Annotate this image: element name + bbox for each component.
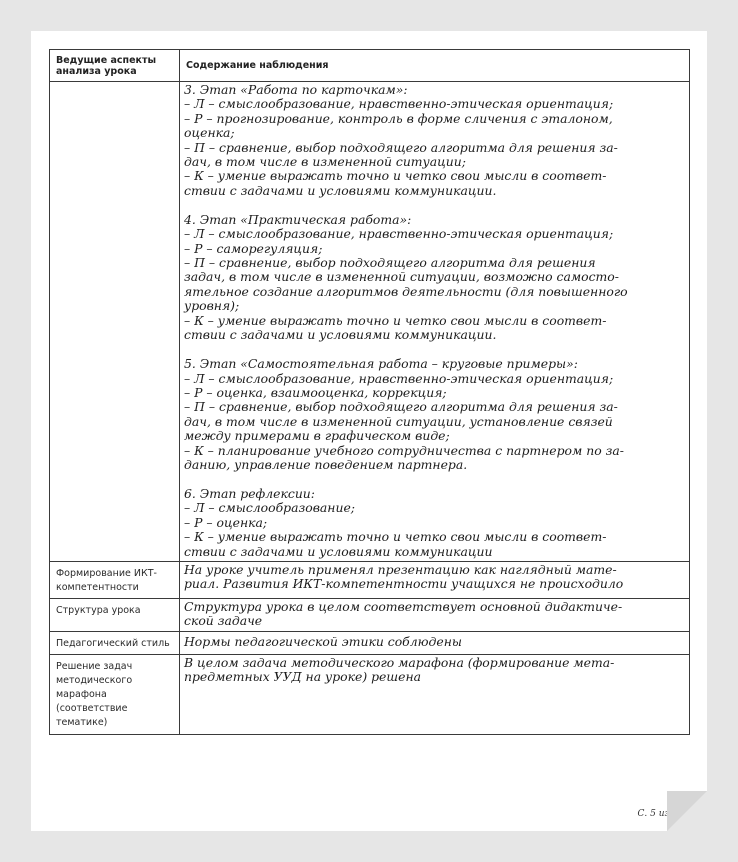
table-row-style	[50, 631, 690, 654]
stage-3-line: – Л – смыслообразование, нравственно-этическая ориентация;	[184, 96, 614, 112]
stage-5-line: – П – сравнение, выбор подходящего алгоритма для решения за-	[184, 399, 618, 415]
structure-label-cell	[50, 598, 180, 631]
stages-content-cell	[180, 82, 690, 562]
structure-content-cell	[180, 598, 690, 631]
marathon-label: Решение задач методического марафона (соответствие тематике)	[56, 660, 133, 728]
stage-4-block	[184, 213, 687, 343]
table-header-row	[50, 50, 690, 82]
stage-5-line: – К – планирование учебного сотрудничества с партнером по за-	[184, 442, 624, 458]
marathon-line: предметных УУД на уроке) решена	[184, 669, 422, 685]
marathon-label-cell	[50, 654, 180, 734]
stage-4-line: ствии с задачами и условиями коммуникации.	[184, 327, 497, 343]
header-content-label: Содержание наблюдения	[186, 60, 329, 71]
stage-5-line: дач, в том числе в измененной ситуации, установление связей	[184, 413, 613, 429]
stage-5-block	[184, 357, 687, 472]
stage-4-line: задач, в том числе в измененной ситуации, возможно самосто-	[184, 269, 619, 285]
stage-6-line: – К – умение выражать точно и четко свои мысли в соответ-	[184, 529, 607, 545]
stage-5-line: – Р – оценка, взаимооценка, коррекция;	[184, 384, 447, 400]
stage-3-line: – К – умение выражать точно и четко свои мысли в соответ-	[184, 168, 607, 184]
ict-line: На уроке учитель применял презентацию как наглядный мате-	[184, 561, 617, 577]
ict-label: Формирование ИКТ-компетентности	[56, 567, 157, 593]
stage-4-line: – К – умение выражать точно и четко свои мысли в соответ-	[184, 312, 607, 328]
stage-4-line: – Р – саморегуляция;	[184, 240, 323, 256]
lesson-analysis-table	[49, 49, 690, 735]
marathon-content-cell	[180, 654, 690, 734]
stage-4-line: – Л – смыслообразование, нравственно-этическая ориентация;	[184, 226, 614, 242]
stage-6-line: ствии с задачами и условиями коммуникации	[184, 543, 493, 559]
document-page	[31, 31, 707, 831]
page-corner-fold	[667, 791, 707, 831]
style-label-cell	[50, 631, 180, 654]
table-row-stages	[50, 82, 690, 562]
stage-3-line: дач, в том числе в измененной ситуации;	[184, 154, 466, 170]
stage-5-line: 5. Этап «Самостоятельная работа – круговые примеры»:	[184, 356, 578, 372]
table-row-ict	[50, 561, 690, 598]
stage-4-line: – П – сравнение, выбор подходящего алгоритма для решения	[184, 255, 596, 271]
stage-5-line: данию, управление поведением партнера.	[184, 456, 468, 472]
header-content-cell	[180, 50, 690, 82]
header-aspects-cell	[50, 50, 180, 82]
stage-4-line: уровня);	[184, 298, 240, 314]
stage-6-block	[184, 487, 687, 559]
stage-4-line: ятельное создание алгоритмов деятельности (для повышенного	[184, 283, 628, 299]
stage-6-line: 6. Этап рефлексии:	[184, 485, 315, 501]
stage-3-block	[184, 83, 687, 198]
table-row-marathon	[50, 654, 690, 734]
header-aspects-label: Ведущие аспекты анализа урока	[56, 55, 157, 77]
stage-5-line: между примерами в графическом виде;	[184, 428, 450, 444]
style-label: Педагогический стиль	[56, 637, 170, 649]
page-number: С. 5 из 5	[637, 809, 678, 819]
stage-3-line: 3. Этап «Работа по карточкам»:	[184, 82, 408, 97]
stage-6-line: – Р – оценка;	[184, 514, 268, 530]
stage-3-line: ствии с задачами и условиями коммуникации.	[184, 182, 497, 198]
ict-line: риал. Развития ИКТ-компетентности учащихся не происходило	[184, 576, 624, 592]
style-line: Нормы педагогической этики соблюдены	[184, 633, 462, 649]
stage-3-line: – Р – прогнозирование, контроль в форме сличения с эталоном,	[184, 110, 613, 126]
ict-label-cell	[50, 561, 180, 598]
marathon-line: В целом задача методического марафона (формирование мета-	[184, 654, 615, 670]
style-content-cell	[180, 631, 690, 654]
ict-content-cell	[180, 561, 690, 598]
structure-line: ской задаче	[184, 613, 263, 629]
stage-5-line: – Л – смыслообразование, нравственно-этическая ориентация;	[184, 370, 614, 386]
stages-label-cell	[50, 82, 180, 562]
stage-6-line: – Л – смыслообразование;	[184, 500, 355, 516]
table-row-structure	[50, 598, 690, 631]
structure-line: Структура урока в целом соответствует основной дидактиче-	[184, 598, 623, 614]
stage-4-line: 4. Этап «Практическая работа»:	[184, 211, 412, 227]
stage-3-line: оценка;	[184, 125, 235, 141]
stage-3-line: – П – сравнение, выбор подходящего алгоритма для решения за-	[184, 139, 618, 155]
structure-label: Структура урока	[56, 604, 141, 616]
